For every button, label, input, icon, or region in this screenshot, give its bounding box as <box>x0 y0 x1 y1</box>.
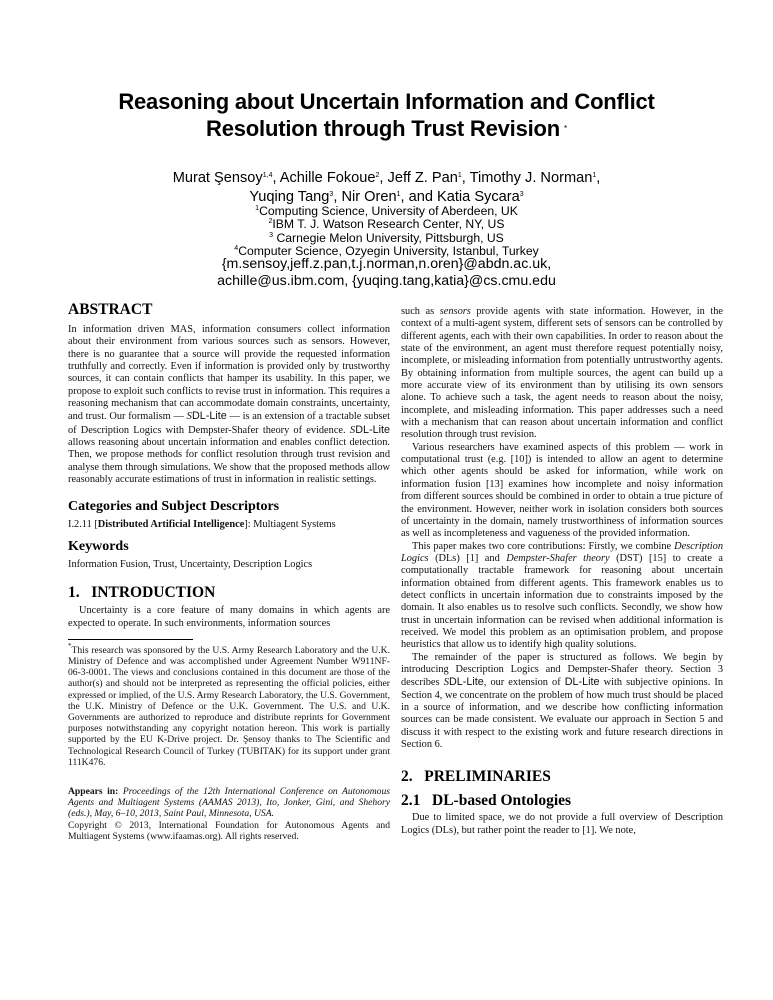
left-column <box>68 301 390 842</box>
footnote-divider <box>68 639 193 640</box>
author: Yuqing Tang$^3$, <box>249 189 342 205</box>
categories-text: I.2.11 [Distributed Artificial Intelligence]: Multiagent Systems <box>68 519 336 531</box>
affiliation: $^4$Computer Science, Ozyegin University, Istanbul, Turkey <box>234 243 539 258</box>
sdl-lite-term: SDL-Lite <box>443 676 484 689</box>
introduction-paragraph-4: The remainder of the paper is structured as follows. We begin by introducing Description Logics and Dempster-Shafer theory. Section 3 describes SDL-Lite, our extension of DL-Lite with subjective opinions. In Section 4, we concentrate on the problem of how much trust should be placed in a source of information, and we describe how conflicting information sources can be made consistent. We evaluate our approach in Section 5 and discuss it with respect to the existing work and future research directions in Section 6. <box>401 651 723 751</box>
affiliation: $^1$Computing Science, University of Aberdeen, UK <box>255 204 518 218</box>
introduction-paragraph-1-continued: such as sensors provide agents with state information. However, in the context of a multi-agent system, different sets of sensors can be controlled by different agents, each with their own capabilities. In order to reason about the state of the environment, an agent must therefore request potentially noisy, incomplete, or misleading information from potentially untrustworthy agents. By obtaining information from multiple sources, the agent can build up a more accurate view of its environment than by utilising its own sensors alone. To achieve such a task, the agent needs to reason about the noisy, incomplete, and misleading information. This paper addresses such a need with a mechanism that can reason about uncertain information and conflict resolution through trust revision. <box>401 306 723 441</box>
categories-heading: Categories and Subject Descriptors <box>68 499 280 515</box>
author: Jeff Z. Pan$^1$, <box>387 170 470 186</box>
abstract-text: In information driven MAS, information consumers collect information about their environment from various sources such as sensors. However, there is no guarantee that a source will provide the requested information truthfully and correctly. Even if information is provided only by trustworthy sources, it can contain conflicts that hamper its usability. In this paper, we propose to exploit such conflicts to revise trust in information. This requires a reasoning mechanism that can accommodate domain constraints, uncertainty, and trust. Our formalism — SDL-Lite — is an extension of a tractable subset of Description Logics with Dempster-Shafer theory of evidence. SDL-Lite allows reasoning about uncertain information and enables conflict detection. Then, we propose methods for conflict resolution through trust revision and analyse them through simulations. We show that the proposed methods allow reasonably accurate estimations of trust in information in realistic settings. <box>68 324 390 486</box>
author-emails <box>40 256 733 290</box>
affiliation: $^3$ Carnegie Melon University, Pittsburgh, US <box>269 230 504 245</box>
affiliation-list <box>40 205 733 258</box>
author: Katia Sycara$^3$ <box>437 189 524 205</box>
introduction-paragraph-3: This paper makes two core contributions: Firstly, we combine Description Logics (DLs) [1] and Dempster-Shafer theory (DST) [15] to create a computationally tractable framework for reasoning about uncertain information obtained from different agents. This framework enables us to detect conflicts in uncertain information due to constraints imposed by the domain. It also enables us to resolve such conflicts. Secondly, we show how trust in uncertain information can be revised when additional information is received. We model this problem as an optimisation problem, and propose heuristics that allow us to identify high quality solutions. <box>401 540 723 651</box>
paper-title-line-2: Resolution through Trust Revision * <box>206 116 567 141</box>
preliminaries-paragraph: Due to limited space, we do not provide a full overview of Description Logics (DLs), but rather point the reader to [1]. We note, <box>401 812 723 836</box>
copyright-note: Copyright © 2013, International Foundation for Autonomous Agents and Multiagent Systems (www.ifaamas.org). All rights reserved. <box>68 819 390 842</box>
abstract-heading: ABSTRACT <box>68 301 153 318</box>
introduction-paragraph-1-start: Uncertainty is a core feature of many domains in which agents are expected to operate. In such environments, information sources <box>68 605 390 629</box>
author-list <box>40 169 733 207</box>
author: Murat Şensoy$^{1,4}$, <box>172 170 280 186</box>
title-footnote-mark: * <box>564 124 567 133</box>
affiliation: $^2$IBM T. J. Watson Research Center, NY, US <box>268 217 505 232</box>
author: Nir Oren$^1$, and <box>341 189 437 205</box>
right-column <box>401 306 723 837</box>
email-line-1: {m.sensoy,jeff.z.pan,t.j.norman,n.oren}@abdn.ac.uk, <box>221 256 552 272</box>
sdl-lite-term: SDL-Lite <box>186 410 227 423</box>
paper-title <box>40 88 733 142</box>
author: Timothy J. Norman$^1$, <box>469 170 601 186</box>
introduction-heading: 1. INTRODUCTION <box>68 584 216 602</box>
email-line-2: achille@us.ibm.com, {yuqing.tang,katia}@cs.cmu.edu <box>217 273 556 289</box>
author: Achille Fokoue$^2$, <box>279 170 388 186</box>
appears-in-note: Appears in: Proceedings of the 12th International Conference on Autonomous Agents and Multiagent Systems (AAMAS 2013), Ito, Jonker, Gini, and Shehory (eds.), May, 6–10, 2013, Saint Paul, Minnesota, USA. <box>68 786 390 820</box>
sdl-lite-term: SDL-Lite <box>349 423 390 436</box>
keywords-text: Information Fusion, Trust, Uncertainty, Description Logics <box>68 558 313 570</box>
dl-ontologies-heading: 2.1 DL-based Ontologies <box>401 792 572 810</box>
author-line-1 <box>40 169 733 188</box>
preliminaries-heading: 2. PRELIMINARIES <box>401 768 551 786</box>
introduction-paragraph-2: Various researchers have examined aspects of this problem — work in computational trust (e.g. [10]) is intended to allow an agent to determine which other agents should be asked for information, while work on information fusion [13] examines how incomplete and noisy information from different sources should be combined in order to obtain a true picture of the environment. However, neither work in isolation considers both sources of uncertainty in the domain, namely trustworthiness of information sources as well as incompleteness and vagueness of the provided information. <box>401 441 723 540</box>
dl-lite-term: DL-Lite <box>564 676 600 689</box>
keywords-heading: Keywords <box>68 538 129 554</box>
paper-title-line-1: Reasoning about Uncertain Information and Conflict <box>118 89 655 114</box>
footnote: *This research was sponsored by the U.S. Army Research Laboratory and the U.K. Ministry of Defence and was accomplished under Agreement Number W911NF-06-3-0001. The views and conclusions contained in this document are those of the author(s) and should not be interpreted as representing the official policies, either expressed or implied, of the U.S. Army Research Laboratory, the U.S. Government, the U.K. Ministry of Defence or the U.K. Government. The U.S. and U.K. Governments are authorized to reproduce and distribute reprints for Government purposes notwithstanding any copyright notation hereon. This work is partially supported by the EU K-Drive project. Dr. Şensoy thanks to The Scientific and Technological Research Council of Turkey (TUBITAK) for its support under grant 111K476. <box>68 641 390 768</box>
